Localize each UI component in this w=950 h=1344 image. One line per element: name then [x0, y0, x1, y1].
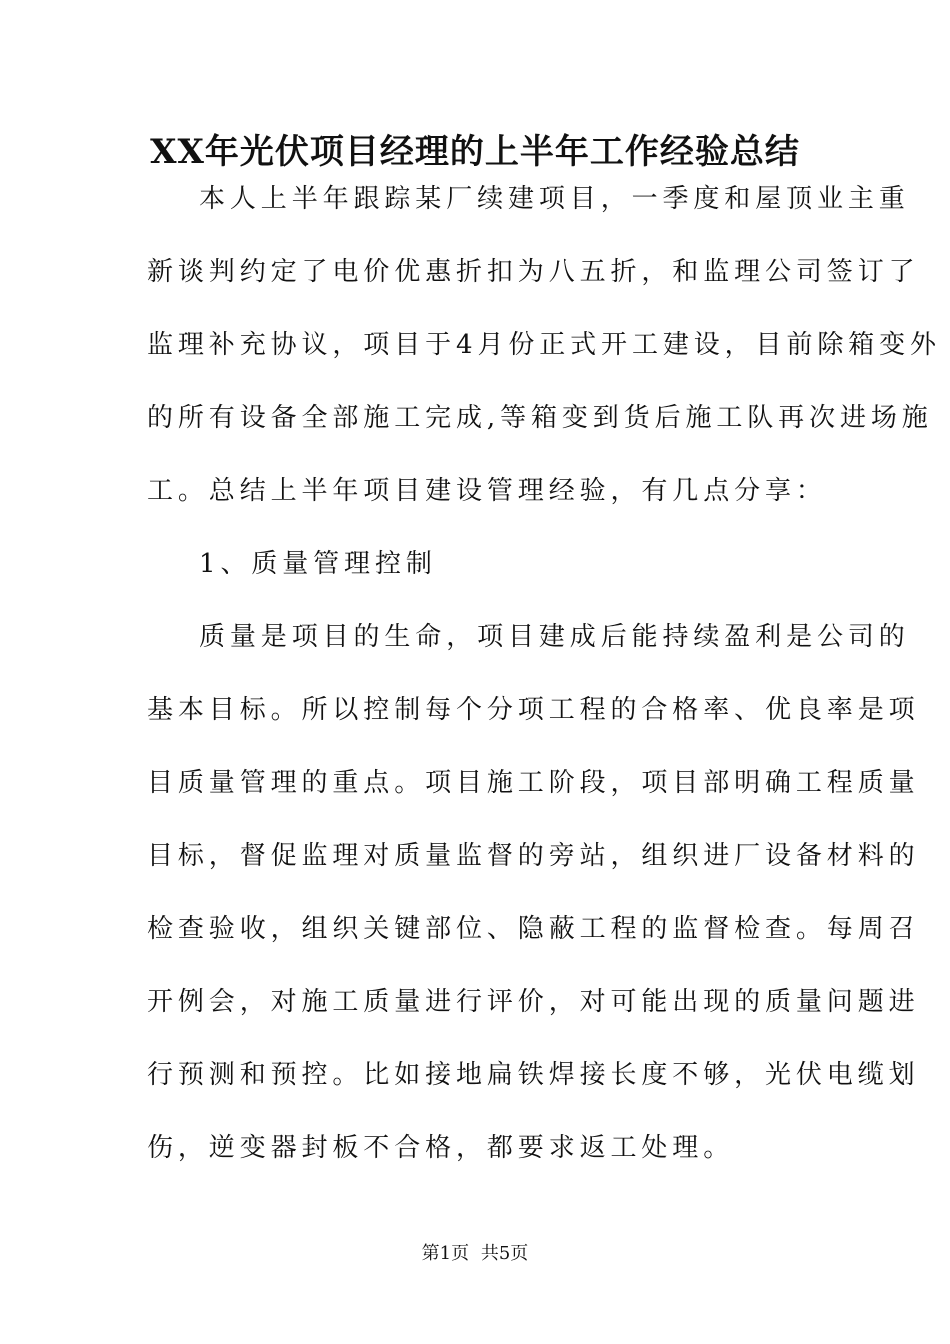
paragraph-line: 监理补充协议，项目于4月份正式开工建设，目前除箱变外	[147, 330, 941, 360]
paragraph-line: 检查验收，组织关键部位、隐蔽工程的监督检查。每周召	[147, 914, 920, 944]
paragraph-line: 目标，督促监理对质量监督的旁站，组织进厂设备材料的	[147, 841, 920, 871]
paragraph-line: 行预测和预控。比如接地扁铁焊接长度不够，光伏电缆划	[147, 1060, 920, 1090]
page-footer	[0, 1242, 950, 1266]
section-heading: 1、质量管理控制	[199, 549, 437, 579]
paragraph-line: 工。总结上半年项目建设管理经验，有几点分享：	[147, 476, 827, 506]
paragraph-line: 本人上半年跟踪某厂续建项目，一季度和屋顶业主重	[199, 184, 910, 214]
paragraph-line: 质量是项目的生命，项目建成后能持续盈利是公司的	[199, 622, 910, 652]
paragraph-line: 开例会，对施工质量进行评价，对可能出现的质量问题进	[147, 987, 920, 1017]
paragraph-line: 伤，逆变器封板不合格，都要求返工处理。	[147, 1133, 735, 1163]
document-title: XX年光伏项目经理的上半年工作经验总结	[150, 132, 800, 172]
paragraph-line: 的所有设备全部施工完成,等箱变到货后施工队再次进场施	[147, 403, 933, 433]
page-number: 第1页	[421, 1243, 470, 1264]
paragraph-line: 新谈判约定了电价优惠折扣为八五折，和监理公司签订了	[147, 257, 920, 287]
paragraph-line: 基本目标。所以控制每个分项工程的合格率、优良率是项	[147, 695, 920, 725]
page-total: 共5页	[480, 1243, 529, 1264]
paragraph-line: 目质量管理的重点。项目施工阶段，项目部明确工程质量	[147, 768, 920, 798]
